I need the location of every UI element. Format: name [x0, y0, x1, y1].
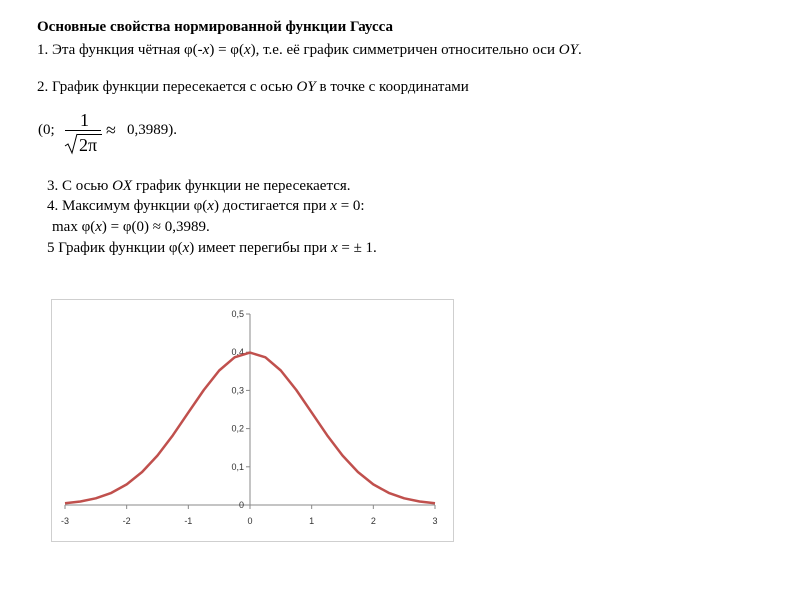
p5-mid: ) имеет перегибы при: [189, 240, 331, 256]
p1-mid2: ), т.е. её график симметричен относительно оси: [250, 42, 559, 58]
p3-suffix: график функции не пересекается.: [132, 178, 351, 194]
y-tick-label: 0,1: [231, 461, 244, 472]
property-4: [47, 197, 365, 215]
p5-x1: x: [182, 240, 190, 256]
p4b-suffix: ) = φ(0) ≈ 0,3989.: [101, 219, 210, 235]
p4-prefix: 4. Максимум функции φ(: [47, 198, 208, 214]
p1-axis: OY: [558, 42, 578, 58]
p5-x2: x: [330, 240, 338, 256]
x-tick-label: 2: [370, 516, 376, 526]
y-tick-label: 0,2: [231, 423, 244, 434]
p5-suffix: = ± 1.: [337, 240, 377, 256]
fraction-bar: [65, 130, 101, 131]
property-2: [37, 78, 469, 96]
property-4-max: [52, 218, 210, 236]
p4b-x1: x: [95, 219, 102, 235]
coords-open: (0;: [38, 122, 55, 138]
fraction-numerator: 1: [80, 110, 89, 130]
x-tick-label: -2: [122, 516, 131, 526]
p4-suffix: = 0:: [336, 198, 365, 214]
x-tick-label: -1: [184, 516, 193, 526]
property-1: [37, 41, 582, 59]
p1-x1: x: [202, 42, 210, 58]
p1-x2: x: [243, 42, 251, 58]
coords-value: 0,3989).: [127, 122, 177, 138]
p4b-prefix: max φ(: [52, 219, 96, 235]
p2-suffix: в точке с координатами: [315, 79, 469, 95]
p4-x1: x: [207, 198, 214, 214]
approx-sign: ≈: [106, 120, 116, 140]
x-tick-label: 3: [432, 516, 438, 526]
y-tick-label: 0,4: [231, 347, 244, 358]
x-tick-label: 0: [247, 516, 253, 526]
p1-prefix: 1. Эта функция чётная φ(-: [37, 42, 203, 58]
fraction-denominator: 2π: [79, 135, 98, 155]
doc-title: Основные свойства нормированной функции Гаусса: [37, 19, 393, 35]
y-tick-label: 0,5: [231, 309, 244, 319]
y-tick-label: 0,3: [231, 385, 244, 396]
sqrt-sign-icon: [64, 133, 78, 155]
property-3: [47, 177, 351, 195]
gauss-chart-svg: [52, 300, 453, 541]
x-tick-label: -3: [60, 516, 70, 526]
p3-prefix: 3. С осью: [47, 178, 113, 194]
p1-end: .: [577, 42, 582, 58]
p4-x2: x: [330, 198, 337, 214]
property-5: [47, 239, 377, 257]
p1-mid1: ) = φ(: [209, 42, 244, 58]
p5-prefix: 5 График функции φ(: [47, 240, 183, 256]
p2-prefix: 2. График функции пересекается с осью: [37, 79, 297, 95]
x-tick-label: 1: [309, 516, 315, 526]
p2-axis: OY: [296, 79, 316, 95]
gauss-chart: [51, 299, 454, 542]
p4-mid: ) достигается при: [213, 198, 331, 214]
p3-axis: OX: [112, 178, 133, 194]
y-tick-label: 0: [238, 500, 244, 510]
